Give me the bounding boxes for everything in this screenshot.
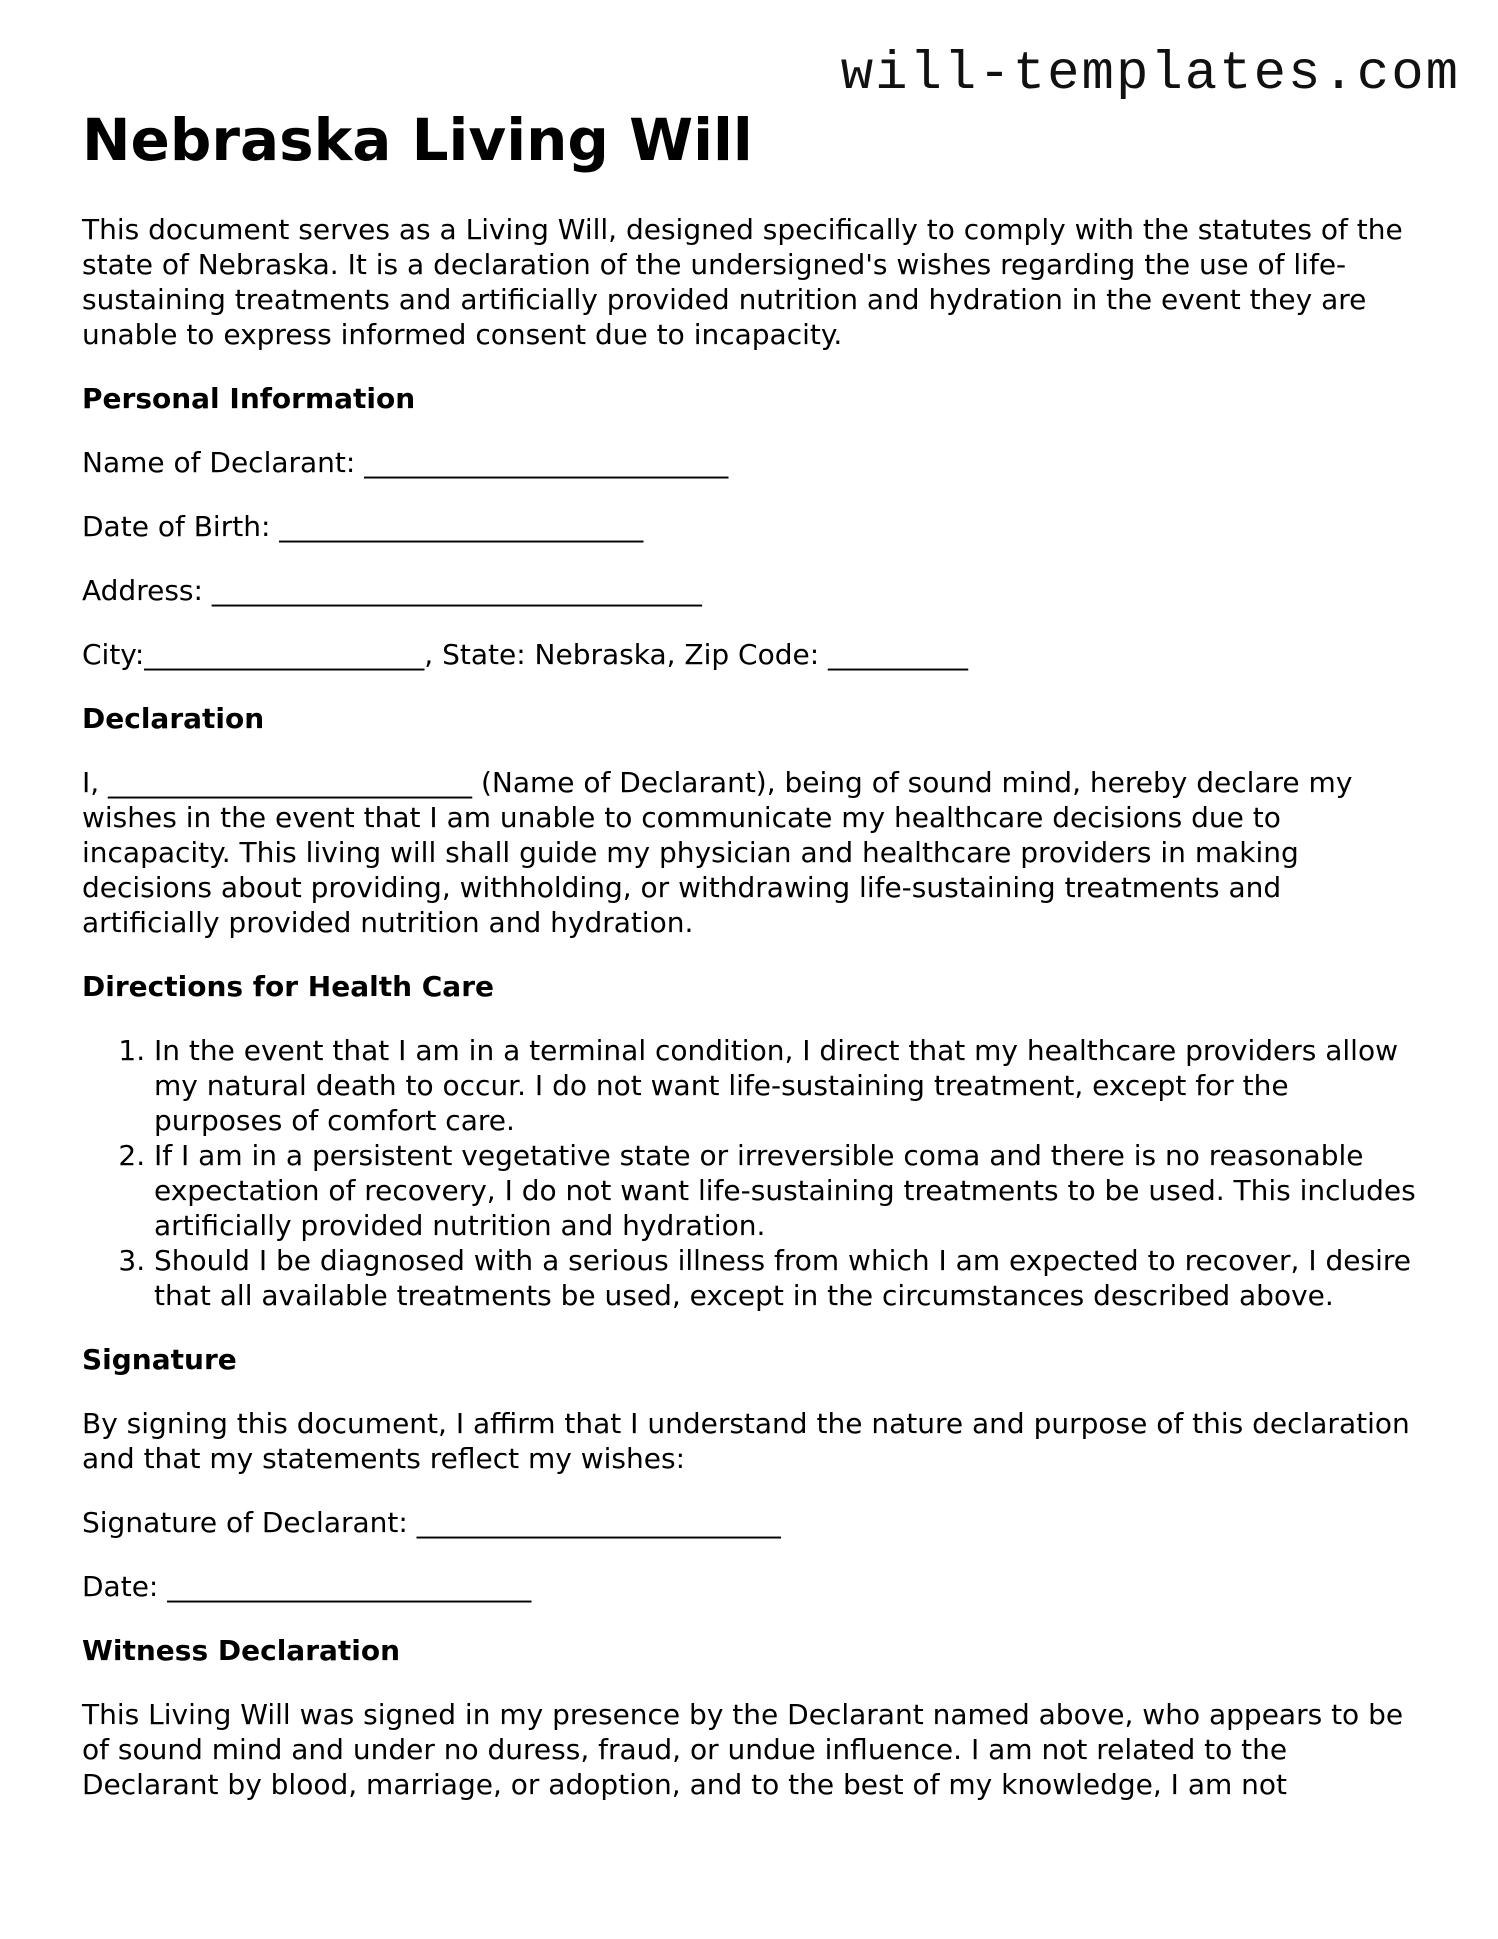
page-title: Nebraska Living Will bbox=[82, 106, 753, 174]
directions-list bbox=[82, 1033, 1422, 1313]
declaration-heading: Declaration bbox=[82, 702, 265, 735]
declaration-paragraph: I, __________________________ (Name of Declarant), being of sound mind, hereby declare my wishes in the event that I am unable to communicate my healthcare decisions due to incapacity. This living will shall guide my physician and healthcare providers in making decisions about providing, withholding, or withdrawing life-sustaining treatments and artificially provided nutrition and hydration. bbox=[82, 766, 1353, 939]
intro-paragraph: This document serves as a Living Will, designed specifically to comply with the statutes of the state of Nebraska. It is a declaration of the undersigned's wishes regarding the use of life-sustaining treatments and artificially provided nutrition and hydration in the event they are unable to express informed consent due to incapacity. bbox=[82, 213, 1403, 351]
signature-paragraph: By signing this document, I affirm that I understand the nature and purpose of this declaration and that my statements reflect my wishes: bbox=[82, 1407, 1410, 1475]
list-item: 2. If I am in a persistent vegetative state or irreversible coma and there is no reasonable expectation of recovery, I do not want life-sustaining treatments to be used. This includes artificially provided nutrition and hydration. bbox=[154, 1138, 1422, 1243]
signature-heading: Signature bbox=[82, 1343, 237, 1376]
witness-declaration-heading: Witness Declaration bbox=[82, 1634, 401, 1667]
signature-date-field: Date: __________________________ bbox=[82, 1570, 532, 1603]
witness-paragraph: This Living Will was signed in my presence by the Declarant named above, who appears to be of sound mind and under no duress, fraud, or undue influence. I am not related to the Declarant by blood, marriage, or adoption, and to the best of my knowledge, I am not bbox=[82, 1698, 1404, 1801]
list-item: 1. In the event that I am in a terminal condition, I direct that my healthcare providers allow my natural death to occur. I do not want life-sustaining treatment, except for the purposes of comfort care. bbox=[154, 1033, 1422, 1138]
list-item: 3. Should I be diagnosed with a serious illness from which I am expected to recover, I desire that all available treatments be used, except in the circumstances described above. bbox=[154, 1243, 1422, 1313]
directions-heading: Directions for Health Care bbox=[82, 970, 495, 1003]
personal-information-heading: Personal Information bbox=[82, 382, 416, 415]
address-field: Address: ___________________________________ bbox=[82, 574, 702, 607]
city-state-zip-field: City:____________________, State: Nebraska, Zip Code: __________ bbox=[82, 638, 969, 671]
declarant-name-field: Name of Declarant: __________________________ bbox=[82, 446, 729, 479]
signature-field: Signature of Declarant: __________________________ bbox=[82, 1506, 781, 1539]
document-page bbox=[82, 104, 1422, 1802]
date-of-birth-field: Date of Birth: __________________________ bbox=[82, 510, 644, 543]
watermark-logo: will-templates.com bbox=[840, 44, 1460, 105]
